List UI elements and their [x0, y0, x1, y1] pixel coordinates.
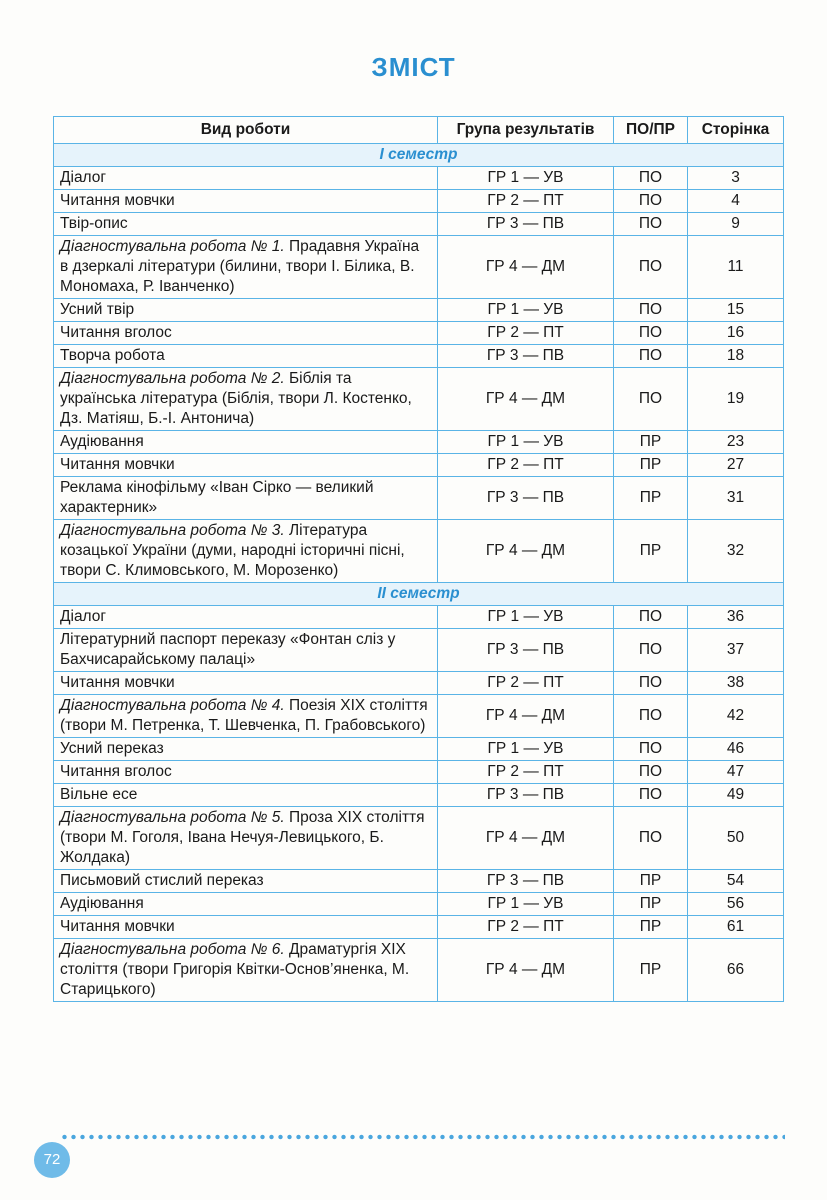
- result-group-cell: ГР 4 — ДМ: [438, 368, 614, 431]
- work-type-text: Письмовий стислий переказ: [60, 872, 264, 889]
- work-type-text: Літературний паспорт переказу «Фонтан сліз у Бахчисарайському палаці»: [60, 631, 396, 668]
- type-cell: ПР: [614, 431, 688, 454]
- result-group-cell: ГР 3 — ПВ: [438, 784, 614, 807]
- result-group-cell: ГР 2 — ПТ: [438, 916, 614, 939]
- work-type-cell: [54, 167, 438, 190]
- page-cell: 23: [688, 431, 784, 454]
- work-type-text: Аудіювання: [60, 895, 144, 912]
- contents-table: [53, 116, 784, 1002]
- table-row: [54, 738, 784, 761]
- work-type-cell: [54, 916, 438, 939]
- work-type-text: Творча робота: [60, 347, 165, 364]
- work-type-text: Прадавня Україна в дзеркалі літератури (билини, твори І. Білика, В. Мономаха, Р. Іванченко): [60, 238, 420, 295]
- table-row: [54, 368, 784, 431]
- table-row: [54, 761, 784, 784]
- work-type-text: Поезія ХІХ століття (твори М. Петренка, Т. Шевченка, П. Грабовського): [60, 697, 428, 734]
- type-cell: ПР: [614, 477, 688, 520]
- result-group-cell: ГР 4 — ДМ: [438, 807, 614, 870]
- result-group-cell: ГР 3 — ПВ: [438, 477, 614, 520]
- semester-row: [54, 583, 784, 606]
- type-cell: ПО: [614, 322, 688, 345]
- result-group-cell: ГР 4 — ДМ: [438, 939, 614, 1002]
- type-cell: ПО: [614, 672, 688, 695]
- work-type-cell: [54, 629, 438, 672]
- work-type-text: Література козацької України (думи, народні історичні пісні, твори С. Климовського, М. Морозенко): [60, 522, 405, 579]
- table-row: [54, 454, 784, 477]
- work-type-text: Драматургія ХІХ століття (твори Григорія Квітки-Основ’яненка, М. Старицького): [60, 941, 410, 998]
- table-row: [54, 322, 784, 345]
- type-cell: ПО: [614, 738, 688, 761]
- table-row: [54, 916, 784, 939]
- semester-label: ІІ семестр: [54, 583, 784, 606]
- result-group-cell: ГР 2 — ПТ: [438, 672, 614, 695]
- diagnostic-work-label: Діагностувальна робота № 3.: [60, 522, 285, 539]
- work-type-text: Твір-опис: [60, 215, 128, 232]
- work-type-cell: [54, 606, 438, 629]
- diagnostic-work-label: Діагностувальна робота № 6.: [60, 941, 285, 958]
- table-row: [54, 672, 784, 695]
- type-cell: ПО: [614, 807, 688, 870]
- work-type-cell: [54, 939, 438, 1002]
- page-cell: 19: [688, 368, 784, 431]
- result-group-cell: ГР 2 — ПТ: [438, 322, 614, 345]
- work-type-text: Аудіювання: [60, 433, 144, 450]
- type-cell: ПО: [614, 213, 688, 236]
- table-row: [54, 431, 784, 454]
- type-cell: ПО: [614, 236, 688, 299]
- work-type-text: Діалог: [60, 608, 107, 625]
- type-cell: ПО: [614, 368, 688, 431]
- work-type-text: Читання мовчки: [60, 456, 175, 473]
- column-header-page: Сторінка: [688, 117, 784, 144]
- type-cell: ПР: [614, 520, 688, 583]
- table-row: [54, 520, 784, 583]
- page-cell: 9: [688, 213, 784, 236]
- table-row: [54, 695, 784, 738]
- work-type-cell: [54, 345, 438, 368]
- table-row: [54, 213, 784, 236]
- semester-row: [54, 144, 784, 167]
- work-type-cell: [54, 431, 438, 454]
- page-cell: 15: [688, 299, 784, 322]
- column-header-result-group: Група результатів: [438, 117, 614, 144]
- type-cell: ПО: [614, 606, 688, 629]
- type-cell: ПО: [614, 761, 688, 784]
- result-group-cell: ГР 3 — ПВ: [438, 345, 614, 368]
- work-type-cell: [54, 807, 438, 870]
- page-cell: 16: [688, 322, 784, 345]
- work-type-text: Читання вголос: [60, 324, 172, 341]
- work-type-cell: [54, 368, 438, 431]
- work-type-text: Вільне есе: [60, 786, 138, 803]
- diagnostic-work-label: Діагностувальна робота № 2.: [60, 370, 285, 387]
- work-type-cell: [54, 761, 438, 784]
- type-cell: ПО: [614, 299, 688, 322]
- work-type-cell: [54, 738, 438, 761]
- page-cell: 18: [688, 345, 784, 368]
- page-cell: 46: [688, 738, 784, 761]
- work-type-cell: [54, 672, 438, 695]
- type-cell: ПР: [614, 893, 688, 916]
- result-group-cell: ГР 2 — ПТ: [438, 454, 614, 477]
- page-cell: 38: [688, 672, 784, 695]
- semester-label: І семестр: [54, 144, 784, 167]
- work-type-text: Читання мовчки: [60, 674, 175, 691]
- work-type-cell: [54, 454, 438, 477]
- page-cell: 3: [688, 167, 784, 190]
- type-cell: ПО: [614, 190, 688, 213]
- work-type-text: Проза ХІХ століття (твори М. Гоголя, Івана Нечуя-Левицького, Б. Жолдака): [60, 809, 425, 866]
- table-row: [54, 629, 784, 672]
- page-cell: 49: [688, 784, 784, 807]
- type-cell: ПО: [614, 695, 688, 738]
- column-header-type: ПО/ПР: [614, 117, 688, 144]
- work-type-text: Усний переказ: [60, 740, 164, 757]
- table-row: [54, 167, 784, 190]
- result-group-cell: ГР 3 — ПВ: [438, 213, 614, 236]
- type-cell: ПР: [614, 939, 688, 1002]
- result-group-cell: ГР 1 — УВ: [438, 606, 614, 629]
- table-header-row: [54, 117, 784, 144]
- result-group-cell: ГР 1 — УВ: [438, 299, 614, 322]
- page-cell: 61: [688, 916, 784, 939]
- page-cell: 31: [688, 477, 784, 520]
- result-group-cell: ГР 3 — ПВ: [438, 629, 614, 672]
- work-type-text: Біблія та українська література (Біблія, твори Л. Костенко, Дз. Матіяш, Б.-І. Антонича): [60, 370, 412, 427]
- work-type-cell: [54, 520, 438, 583]
- table-row: [54, 345, 784, 368]
- result-group-cell: ГР 2 — ПТ: [438, 190, 614, 213]
- result-group-cell: ГР 4 — ДМ: [438, 695, 614, 738]
- work-type-cell: [54, 213, 438, 236]
- work-type-cell: [54, 299, 438, 322]
- page-cell: 36: [688, 606, 784, 629]
- page-title: ЗМІСТ: [371, 52, 456, 82]
- type-cell: ПО: [614, 784, 688, 807]
- diagnostic-work-label: Діагностувальна робота № 4.: [60, 697, 285, 714]
- table-row: [54, 190, 784, 213]
- page-cell: 42: [688, 695, 784, 738]
- diagnostic-work-label: Діагностувальна робота № 5.: [60, 809, 285, 826]
- type-cell: ПР: [614, 870, 688, 893]
- work-type-text: Діалог: [60, 169, 107, 186]
- column-header-work-type: Вид роботи: [54, 117, 438, 144]
- table-row: [54, 939, 784, 1002]
- result-group-cell: ГР 1 — УВ: [438, 431, 614, 454]
- work-type-cell: [54, 477, 438, 520]
- page-cell: 66: [688, 939, 784, 1002]
- diagnostic-work-label: Діагностувальна робота № 1.: [60, 238, 285, 255]
- type-cell: ПО: [614, 629, 688, 672]
- page-cell: 47: [688, 761, 784, 784]
- page-cell: 54: [688, 870, 784, 893]
- page-cell: 50: [688, 807, 784, 870]
- table-row: [54, 477, 784, 520]
- table-row: [54, 299, 784, 322]
- page-cell: 27: [688, 454, 784, 477]
- page-cell: 11: [688, 236, 784, 299]
- page-number-badge: 72: [34, 1142, 70, 1178]
- work-type-cell: [54, 870, 438, 893]
- work-type-text: Читання мовчки: [60, 192, 175, 209]
- type-cell: ПР: [614, 454, 688, 477]
- work-type-text: Читання мовчки: [60, 918, 175, 935]
- work-type-cell: [54, 236, 438, 299]
- type-cell: ПО: [614, 345, 688, 368]
- contents-body: [54, 144, 784, 1002]
- table-row: [54, 784, 784, 807]
- page-cell: 4: [688, 190, 784, 213]
- table-row: [54, 606, 784, 629]
- work-type-cell: [54, 784, 438, 807]
- result-group-cell: ГР 1 — УВ: [438, 167, 614, 190]
- result-group-cell: ГР 4 — ДМ: [438, 520, 614, 583]
- work-type-cell: [54, 695, 438, 738]
- result-group-cell: ГР 3 — ПВ: [438, 870, 614, 893]
- table-row: [54, 893, 784, 916]
- page-cell: 32: [688, 520, 784, 583]
- type-cell: ПР: [614, 916, 688, 939]
- page-cell: 56: [688, 893, 784, 916]
- work-type-cell: [54, 190, 438, 213]
- footer-dotted-line: [60, 1134, 785, 1140]
- result-group-cell: ГР 4 — ДМ: [438, 236, 614, 299]
- result-group-cell: ГР 1 — УВ: [438, 893, 614, 916]
- table-row: [54, 870, 784, 893]
- result-group-cell: ГР 2 — ПТ: [438, 761, 614, 784]
- work-type-cell: [54, 322, 438, 345]
- result-group-cell: ГР 1 — УВ: [438, 738, 614, 761]
- page-cell: 37: [688, 629, 784, 672]
- work-type-text: Реклама кінофільму «Іван Сірко — великий характерник»: [60, 479, 374, 516]
- table-row: [54, 807, 784, 870]
- type-cell: ПО: [614, 167, 688, 190]
- work-type-text: Читання вголос: [60, 763, 172, 780]
- work-type-text: Усний твір: [60, 301, 135, 318]
- work-type-cell: [54, 893, 438, 916]
- table-row: [54, 236, 784, 299]
